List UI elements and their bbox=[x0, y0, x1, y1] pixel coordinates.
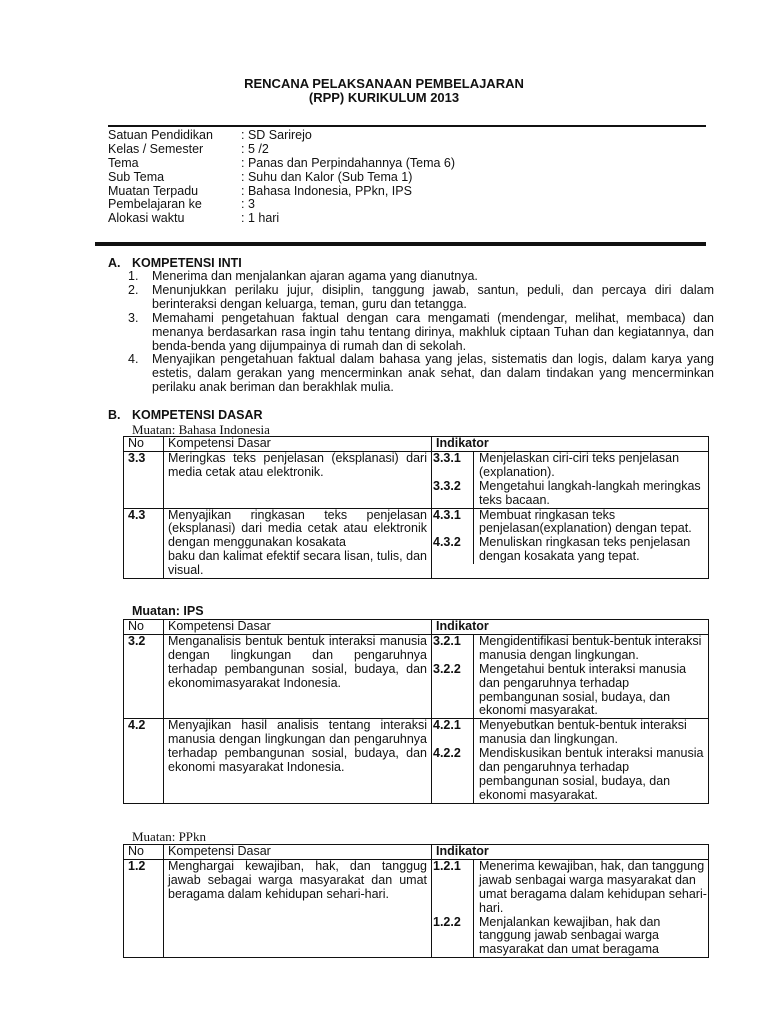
kompetensi-inti-list bbox=[128, 270, 714, 395]
header-indikator: Indikator bbox=[432, 437, 709, 452]
identity-block bbox=[108, 129, 455, 226]
table-row: 4.2 Menyajikan hasil analisis tentang interaksi manusia dengan lingkungan dan pengaruhnya terhadap pembangunan sosial, budaya, dan ekonomi masyarakat Indonesia. 4.2.1 Menyebutkan bentuk-bentuk interaksi manusia dan lingkungan. 4.2.2 Mendiskusikan bentuk interaksi manusia dan pengaruhnya terhadap pembangunan sosial, budaya, dan ekonomi masyarakat. bbox=[124, 719, 709, 803]
document-title-line1: RENCANA PELAKSANAAN PEMBELAJARAN bbox=[244, 76, 524, 91]
identity-row: Satuan Pendidikan : SD Sarirejo bbox=[108, 128, 312, 142]
indicator: 3.2.2 Mengetahui bentuk interaksi manusia dan pengaruhnya terhadap pembangunan sosial, budaya, dan ekonomi masyarakat. bbox=[432, 663, 708, 719]
identity-row: Alokasi waktu : 1 hari bbox=[108, 211, 280, 226]
kd-table-bahasa-indonesia bbox=[123, 436, 709, 579]
document-title-line2: (RPP) KURIKULUM 2013 bbox=[308, 90, 460, 105]
table-header-row: No Kompetensi Dasar Indikator bbox=[124, 620, 709, 635]
list-item: 2. Menunjukkan perilaku jujur, disiplin, tanggung jawab, santun, peduli, dan percaya diri dalam berinteraksi dengan keluarga, teman, guru dan tetangga. bbox=[128, 282, 714, 311]
indicator: 3.3.1 Menjelaskan ciri-ciri teks penjelasan (explanation). bbox=[432, 452, 708, 480]
indicator: 4.3.1 Membuat ringkasan teks penjelasan(explanation) dengan tepat. bbox=[432, 509, 708, 537]
top-rule bbox=[108, 125, 706, 127]
indicator: 4.3.2 Menuliskan ringkasan teks penjelasan dengan kosakata yang tepat. bbox=[432, 536, 708, 564]
identity-row: Kelas / Semester : 5 /2 bbox=[108, 141, 269, 156]
indicator: 4.2.1 Menyebutkan bentuk-bentuk interaksi manusia dan lingkungan. bbox=[432, 719, 708, 747]
list-item: 1. Menerima dan menjalankan ajaran agama yang dianutnya. bbox=[128, 269, 478, 283]
muatan-ppkn-label: Muatan: PPkn bbox=[132, 829, 207, 844]
indicator: 3.2.1 Mengidentifikasi bentuk-bentuk interaksi manusia dengan lingkungan. bbox=[432, 635, 708, 663]
identity-row: Pembelajaran ke : 3 bbox=[108, 197, 255, 212]
table-row: 4.3 Menyajikan ringkasan teks penjelasan (eksplanasi) dari media cetak atau elektronik dengan menggunakan kosakata baku dan kalimat efektif secara lisan, tulis, dan visual. 4.3.1 Membuat ringkasan teks penjelasan(explanation) dengan tepat. 4.3.2 Menuliskan ringkasan teks penjelasan dengan kosakata yang tepat. bbox=[124, 508, 709, 579]
section-a-heading: A. KOMPETENSI INTI bbox=[108, 256, 242, 270]
identity-row: Sub Tema : Suhu dan Kalor (Sub Tema 1) bbox=[108, 169, 413, 184]
table-header-row bbox=[124, 437, 709, 452]
kd-table-ips bbox=[123, 619, 709, 804]
list-item: 3. Memahami pengetahuan faktual dengan cara mengamati (mendengar, melihat, membaca) dan menanya berdasarkan rasa ingin tahu tentang dirinya, makhluk ciptaan Tuhan dan kegiatannya, dan benda-benda yang dijumpainya di rumah dan di sekolah. bbox=[128, 310, 714, 353]
identity-row: Tema : Panas dan Perpindahannya (Tema 6) bbox=[108, 155, 456, 170]
indicator: 1.2.1 Menerima kewajiban, hak, dan tanggung jawab senbagai warga masyarakat dan umat beragama dalam kehidupan sehari-hari. bbox=[433, 858, 707, 915]
section-b-heading: B. KOMPETENSI DASAR bbox=[108, 408, 263, 422]
table-row: 1.2 Menghargai kewajiban, hak, dan tanggug jawab sebagai warga masyarakat dan umat beragama dalam kehidupan sehari-hari. 1.2.1 Menerima kewajiban, hak, dan tanggung jawab senbagai warga masyarakat dan umat beragama dalam kehidupan sehari-hari. 1.2.2 Menjalankan kewajiban, hak dan tanggung jawab senbagai warga masyarakat dan umat beragama bbox=[124, 859, 709, 957]
header-no: No bbox=[124, 437, 164, 452]
indicator: 3.3.2 Mengetahui langkah-langkah meringkas teks bacaan. bbox=[432, 480, 708, 508]
list-item: 4. Menyajikan pengetahuan faktual dalam bahasa yang jelas, sistematis dan logis, dalam karya yang estetis, dalam gerakan yang mencerminkan anak sehat, dan dalam tindakan yang mencerminkan perilaku anak beriman dan berakhlak mulia. bbox=[128, 352, 714, 395]
table-row: 3.3 Meringkas teks penjelasan (eksplanasi) dari media cetak atau elektronik. 3.3.1 Menjelaskan ciri-ciri teks penjelasan (explanation). 3.3.2 Mengetahui langkah-langkah meringkas teks bacaan. bbox=[124, 451, 709, 508]
thick-rule bbox=[95, 242, 706, 246]
header-kd: Kompetensi Dasar bbox=[164, 437, 432, 452]
table-row: 3.2 Menganalisis bentuk bentuk interaksi manusia dengan lingkungan dan pengaruhnya terhadap pembangunan sosial, budaya, dan ekonomimasyarakat Indonesia. 3.2.1 Mengidentifikasi bentuk-bentuk interaksi manusia dengan lingkungan. 3.2.2 Mengetahui bentuk interaksi manusia dan pengaruhnya terhadap pembangunan sosial, budaya, dan ekonomi masyarakat. bbox=[124, 634, 709, 718]
kd-table-ppkn bbox=[123, 844, 709, 958]
indicator: 1.2.2 Menjalankan kewajiban, hak dan tanggung jawab senbagai warga masyarakat dan umat beragama bbox=[432, 916, 708, 958]
table-header-row: No Kompetensi Dasar Indikator bbox=[124, 845, 709, 860]
identity-row: Muatan Terpadu : Bahasa Indonesia, PPkn, IPS bbox=[108, 183, 412, 198]
muatan-bahasa-indonesia-label: Muatan: Bahasa Indonesia bbox=[132, 422, 270, 437]
muatan-ips-label: Muatan: IPS bbox=[132, 604, 204, 618]
indicator: 4.2.2 Mendiskusikan bentuk interaksi manusia dan pengaruhnya terhadap pembangunan sosial, budaya, dan ekonomi masyarakat. bbox=[432, 747, 708, 803]
